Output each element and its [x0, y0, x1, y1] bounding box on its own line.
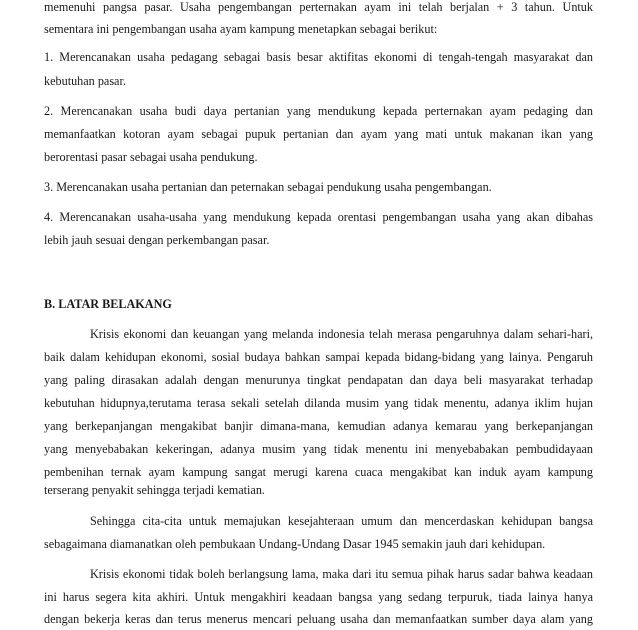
- paragraph-1-line: Krisis ekonomi dan keuangan yang melanda indonesia telah merasa pengaruhnya dalam sehari-hari,: [90, 327, 593, 341]
- paragraph-1-line: baik dalam kehidupan ekonomi, sosial budaya bahkan sampai kepada bidang-bidang yang lainya. Pengaruh: [44, 350, 593, 364]
- paragraph-1-line: terserang penyakit sehingga terjadi kematian.: [44, 483, 265, 497]
- list-item-3-line: 3. Merencanakan usaha pertanian dan peternakan sebagai pendukung usaha pengembangan.: [44, 180, 492, 194]
- paragraph-1-line: yang menyebabakan kekeringan, adanya musim yang tidak menentu ini menyebabakan pembudidayaan: [44, 442, 593, 456]
- paragraph-3-line: dengan bekerja keras dan terus menerus mencari peluang usaha dan memanfaatkan sumber daya alam yang: [44, 612, 593, 626]
- paragraph-1-line: yang berkepanjangan mengakibat banjir dimana-mana, kemudian adanya kemarau yang berkepanjangan: [44, 419, 593, 433]
- section-heading: B. LATAR BELAKANG: [44, 297, 172, 311]
- intro-line: sementara ini pengembangan usaha ayam kampung menetapkan sebagai berikut:: [44, 22, 438, 36]
- list-item-2-line: berorentasi pasar sebagai usaha pendukung.: [44, 150, 258, 164]
- paragraph-1-line: pembenihan ternak ayam kampung sangat merugi karena cuaca mengakibat kan induk ayam kampung: [44, 465, 593, 479]
- list-item-1-line: 1. Merencanakan usaha pedagang sebagai basis besar aktifitas ekonomi di tengah-tengah masyarakat dan: [44, 50, 593, 64]
- list-item-4-line: lebih jauh sesuai dengan perkembangan pasar.: [44, 233, 270, 247]
- list-item-2-line: 2. Merencanakan usaha budi daya pertanian yang mendukung kepada perternakan ayam pedaging dan: [44, 104, 593, 118]
- list-item-4-line: 4. Merencanakan usaha-usaha yang mendukung kepada orentasi pengembangan usaha yang akan dibahas: [44, 210, 593, 224]
- intro-line: memenuhi pangsa pasar. Usaha pengembangan perternakan ayam ini telah berjalan + 3 tahun. Untuk: [44, 0, 593, 14]
- paragraph-2-line: Sehingga cita-cita untuk memajukan kesejahteraan umum dan mencerdaskan kehidupan bangsa: [90, 514, 593, 528]
- paragraph-3-line: Krisis ekonomi tidak boleh berlangsung lama, maka dari itu semua pihak harus sadar bahwa keadaan: [90, 567, 593, 581]
- paragraph-2-line: sebagaimana diamanatkan oleh pembukaan Undang-Undang Dasar 1945 semakin jauh dari kehidupan.: [44, 537, 546, 551]
- list-item-2-line: memanfaatkan kotoran ayam sebagai pupuk pertanian dan ayam yang mati untuk makanan ikan yang: [44, 127, 593, 141]
- paragraph-3-line: ini harus segera kita akhiri. Untuk mengakhiri keadaan bangsa yang sedang terpuruk, tiada lainya hanya: [44, 590, 593, 604]
- list-item-1-line: kebutuhan pasar.: [44, 74, 126, 88]
- paragraph-1-line: yang paling dirasakan adalah dengan menurunya tingkat pendapatan dan daya beli masyarakat terhadap: [44, 373, 593, 387]
- paragraph-1-line: kebutuhan hidupnya,terutama terasa sekali setelah dilanda musim yang tidak menentu, adanya iklim hujan: [44, 396, 593, 410]
